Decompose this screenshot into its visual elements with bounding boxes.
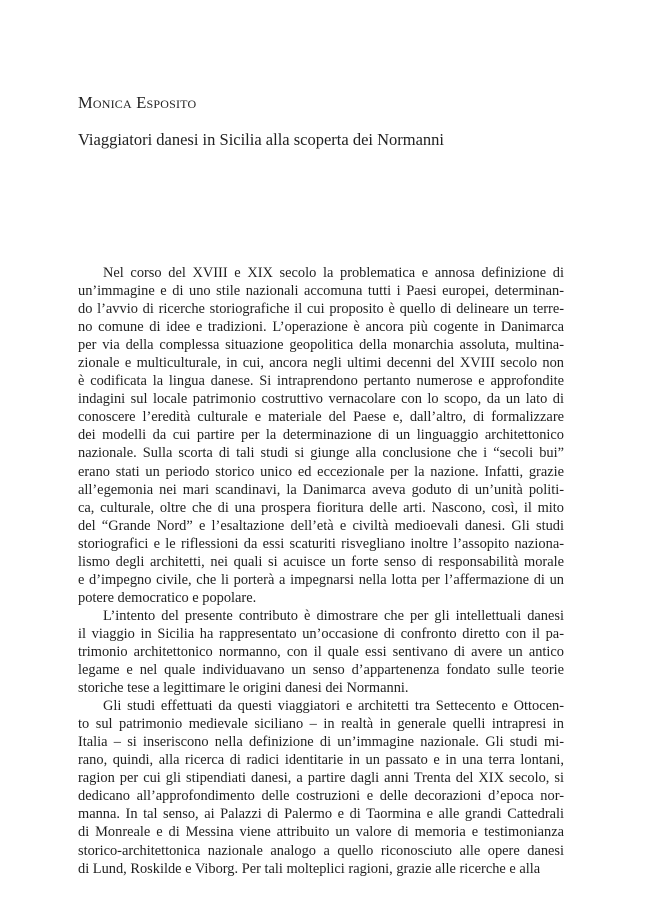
text-line: e d’impegno civile, che li porterà a impegnarsi nella lotta per l’affermazione di un: [78, 571, 564, 588]
text-line: to sul patrimonio medievale siciliano – in realtà in generale quelli intrapresi in: [78, 716, 564, 733]
text-line: potere democratico e popolare.: [78, 589, 257, 606]
body-paragraph: [78, 697, 564, 877]
text-line: ca, culturale, oltre che di una prospera fioritura delle arti. Nascono, così, il mito: [78, 499, 564, 516]
text-line: Nel corso del XVIII e XIX secolo la problematica e annosa definizione di: [103, 265, 564, 281]
text-line: il viaggio in Sicilia ha rappresentato un’occasione di confronto diretto con il pa-: [78, 625, 564, 642]
article-title: Viaggiatori danesi in Sicilia alla scoperta dei Normanni: [78, 130, 445, 149]
text-line: dei modelli da cui partire per la determinazione di un linguaggio architettonico: [78, 427, 564, 444]
text-line: un’immagine e di uno stile nazionali accomuna tutti i Paesi europei, determinan-: [78, 283, 564, 300]
text-line: è codificata la lingua danese. Si intraprendono pertanto numerose e approfondite: [78, 373, 564, 390]
text-line: ragion per cui gli stipendiati danesi, a partire dagli anni Trenta del XIX secolo, si: [78, 770, 564, 787]
text-line: storico-architettonica nazionale analogo a quello riconosciuto alle opere danesi: [78, 842, 564, 859]
text-line: del “Grande Nord” e l’esaltazione dell’età e civiltà medioevali danesi. Gli studi: [78, 517, 564, 534]
body-paragraph: [78, 607, 564, 697]
text-line: lismo degli architetti, nei quali si acuisce un forte senso di responsabilità morale: [78, 553, 564, 570]
text-line: zionale e multiculturale, in cui, ancora negli ultimi decenni del XVIII secolo non: [78, 355, 564, 372]
text-line: manna. In tal senso, ai Palazzi di Palermo e di Taormina e alle grandi Cattedrali: [78, 806, 564, 823]
author-name: Monica Esposito: [78, 93, 197, 112]
text-line: indagini sul locale patrimonio costruttivo vernacolare con lo scopo, da un lato di: [78, 391, 564, 408]
text-line: trimonio architettonico normanno, con il quale essi sentivano di avere un antico: [78, 643, 564, 660]
text-line: erano stati un periodo storico unico ed eccezionale per la nazione. Infatti, grazie: [78, 463, 564, 480]
text-line: Italia – si inseriscono nella definizione di un’immagine nazionale. Gli studi mi-: [78, 734, 564, 751]
text-line: per via della complessa situazione geopolitica della monarchia assoluta, multina-: [78, 337, 564, 354]
text-line: all’egemonia nei mari scandinavi, la Danimarca aveva goduto di un’unità politi-: [78, 481, 564, 498]
text-line: storiografici e le riflessioni da essi scaturiti risvegliano inoltre l’assopito naziona-: [78, 535, 564, 552]
text-line: di Monreale e di Messina viene attribuito un valore di memoria e testimonianza: [78, 824, 564, 841]
body-text: [78, 264, 564, 878]
text-line: rano, quindi, alla ricerca di radici identitarie in un passato e in una terra lontani,: [78, 752, 564, 769]
text-line: Gli studi effettuati da questi viaggiatori e architetti tra Settecento e Ottocen-: [103, 698, 564, 715]
text-line: conoscere l’eredità culturale e materiale del Paese e, dall’altro, di formalizzare: [78, 409, 564, 426]
text-line: legame e nel quale individuavano un senso d’appartenenza fondato sulle teorie: [78, 662, 564, 679]
text-line: nazionale. Sulla scorta di tali studi si giunge alla conclusione che i “secoli bui”: [78, 445, 564, 462]
text-line: storiche tese a legittimare le origini danesi dei Normanni.: [78, 680, 409, 697]
text-line: do l’avvio di ricerche storiografiche il cui proposito è quello di delineare un terre-: [78, 301, 564, 318]
text-line: L’intento del presente contributo è dimostrare che per gli intellettuali danesi: [103, 607, 564, 624]
body-paragraph: [78, 264, 564, 607]
text-line: no comune di idee e tradizioni. L’operazione è ancora più cogente in Danimarca: [78, 319, 564, 336]
text-line: di Lund, Roskilde e Viborg. Per tali molteplici ragioni, grazie alle ricerche e alla: [78, 860, 541, 877]
text-line: dedicano all’approfondimento delle costruzioni e delle decorazioni d’epoca nor-: [78, 788, 564, 805]
